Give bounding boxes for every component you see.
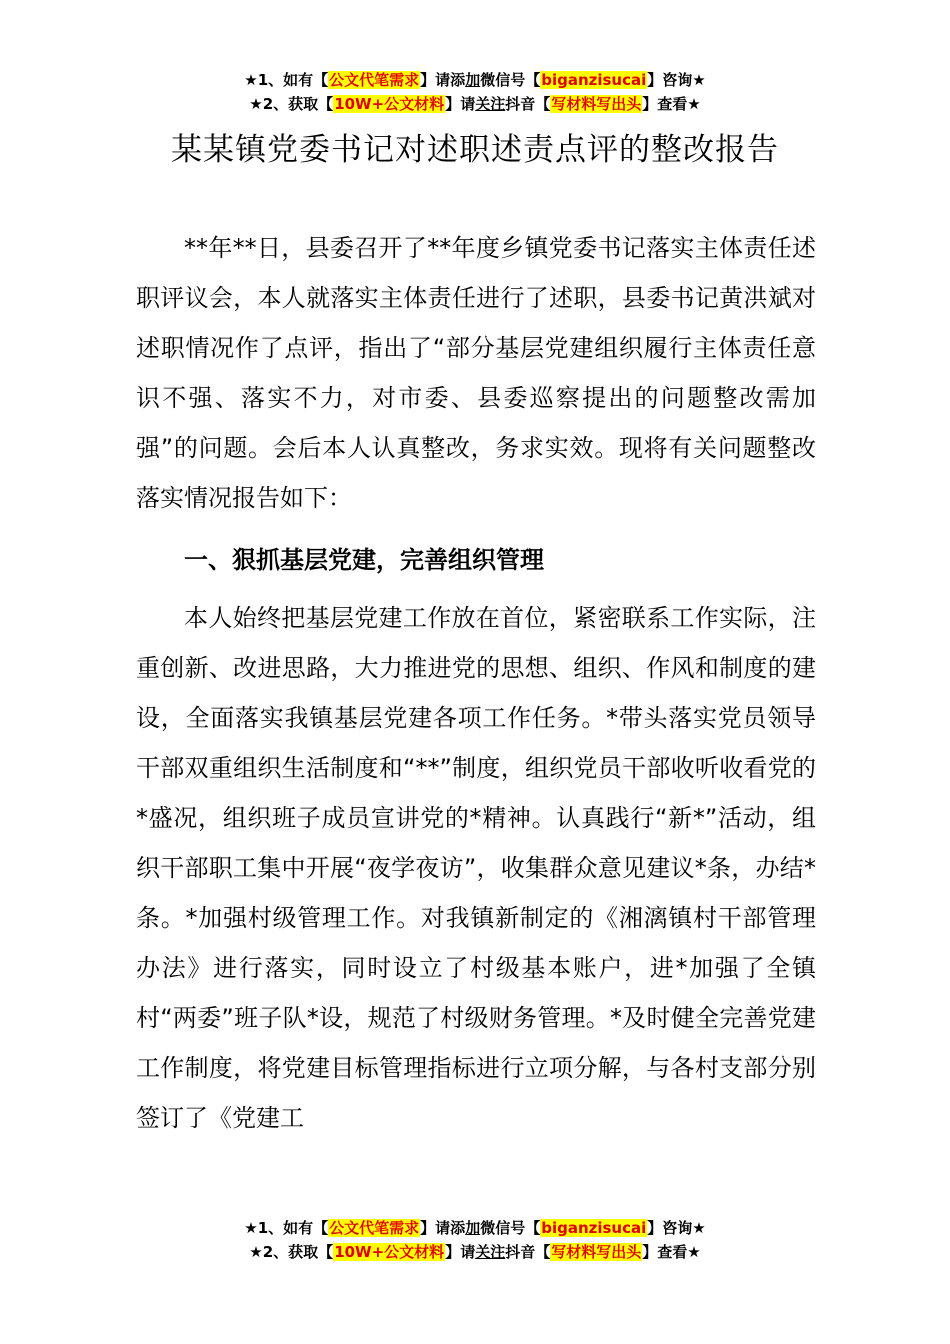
promo-text: ★2、获取【 <box>249 95 334 113</box>
promo-text: 抖音【 <box>505 1243 551 1261</box>
document-body <box>136 223 816 1143</box>
promo-line-2 <box>0 92 950 116</box>
douyin-id-highlight: 写材料写出头 <box>551 1243 642 1261</box>
promo-line-2 <box>0 1240 950 1264</box>
promo-underlined: 关注 <box>475 1243 506 1261</box>
promo-highlight: 10W+公文材料 <box>334 95 445 113</box>
promo-text: ★1、如有【 <box>244 1219 329 1237</box>
promo-highlight: 公文代笔需求 <box>329 71 420 89</box>
promo-text: 】请 <box>445 1243 476 1261</box>
promo-underlined: 加 <box>465 71 481 89</box>
promo-banner-top <box>0 68 950 116</box>
promo-underlined: 关注 <box>475 95 506 113</box>
wechat-id-highlight: biganzisucai <box>541 1219 647 1237</box>
promo-underlined: 加 <box>465 1219 481 1237</box>
promo-text: 抖音【 <box>505 95 551 113</box>
promo-highlight: 公文代笔需求 <box>329 1219 420 1237</box>
promo-text: ★2、获取【 <box>249 1243 334 1261</box>
promo-text: 】请 <box>445 95 476 113</box>
promo-text: 】查看★ <box>642 1243 701 1261</box>
paragraph-intro: **年**日，县委召开了**年度乡镇党委书记落实主体责任述职评议会，本人就落实主体责任进行了述职，县委书记黄洪斌对述职情况作了点评，指出了“部分基层党建组织履行主体责任意识不强、落实不力，对市委、县委巡察提出的问题整改需加强”的问题。会后本人认真整改，务求实效。现将有关问题整改落实情况报告如下： <box>136 234 816 512</box>
section-heading-1: 一、狠抓基层党建，完善组织管理 <box>184 546 544 574</box>
promo-line-1 <box>0 1216 950 1240</box>
document-title: 某某镇党委书记对述职述责点评的整改报告 <box>171 132 779 168</box>
promo-text: 】咨询★ <box>647 1219 706 1237</box>
promo-highlight: 10W+公文材料 <box>334 1243 445 1261</box>
promo-text: 】请添 <box>420 71 466 89</box>
paragraph-section-1: 本人始终把基层党建工作放在首位，紧密联系工作实际，注重创新、改进思路，大力推进党的思想、组织、作风和制度的建设，全面落实我镇基层党建各项工作任务。*带头落实党员领导干部双重组织生活制度和“**”制度，组织党员干部收听收看党的*盛况，组织班子成员宣讲党的*精神。认真践行“新*”活动，组织干部职工集中开展“夜学夜访”，收集群众意见建议*条，办结*条。*加强村级管理工作。对我镇新制定的《湘漓镇村干部管理办法》进行落实，同时设立了村级基本账户，进*加强了全镇村“两委”班子队*设，规范了村级财务管理。*及时健全完善党建工作制度，将党建目标管理指标进行立项分解，与各村支部分别签订了《党建工 <box>136 604 816 1132</box>
promo-text: 微信号【 <box>480 1219 541 1237</box>
promo-text: 】请添 <box>420 1219 466 1237</box>
promo-text: 】查看★ <box>642 95 701 113</box>
promo-line-1 <box>0 68 950 92</box>
wechat-id-highlight: biganzisucai <box>541 71 647 89</box>
promo-text: 微信号【 <box>480 71 541 89</box>
promo-text: ★1、如有【 <box>244 71 329 89</box>
promo-banner-bottom <box>0 1216 950 1264</box>
promo-text: 】咨询★ <box>647 71 706 89</box>
douyin-id-highlight: 写材料写出头 <box>551 95 642 113</box>
